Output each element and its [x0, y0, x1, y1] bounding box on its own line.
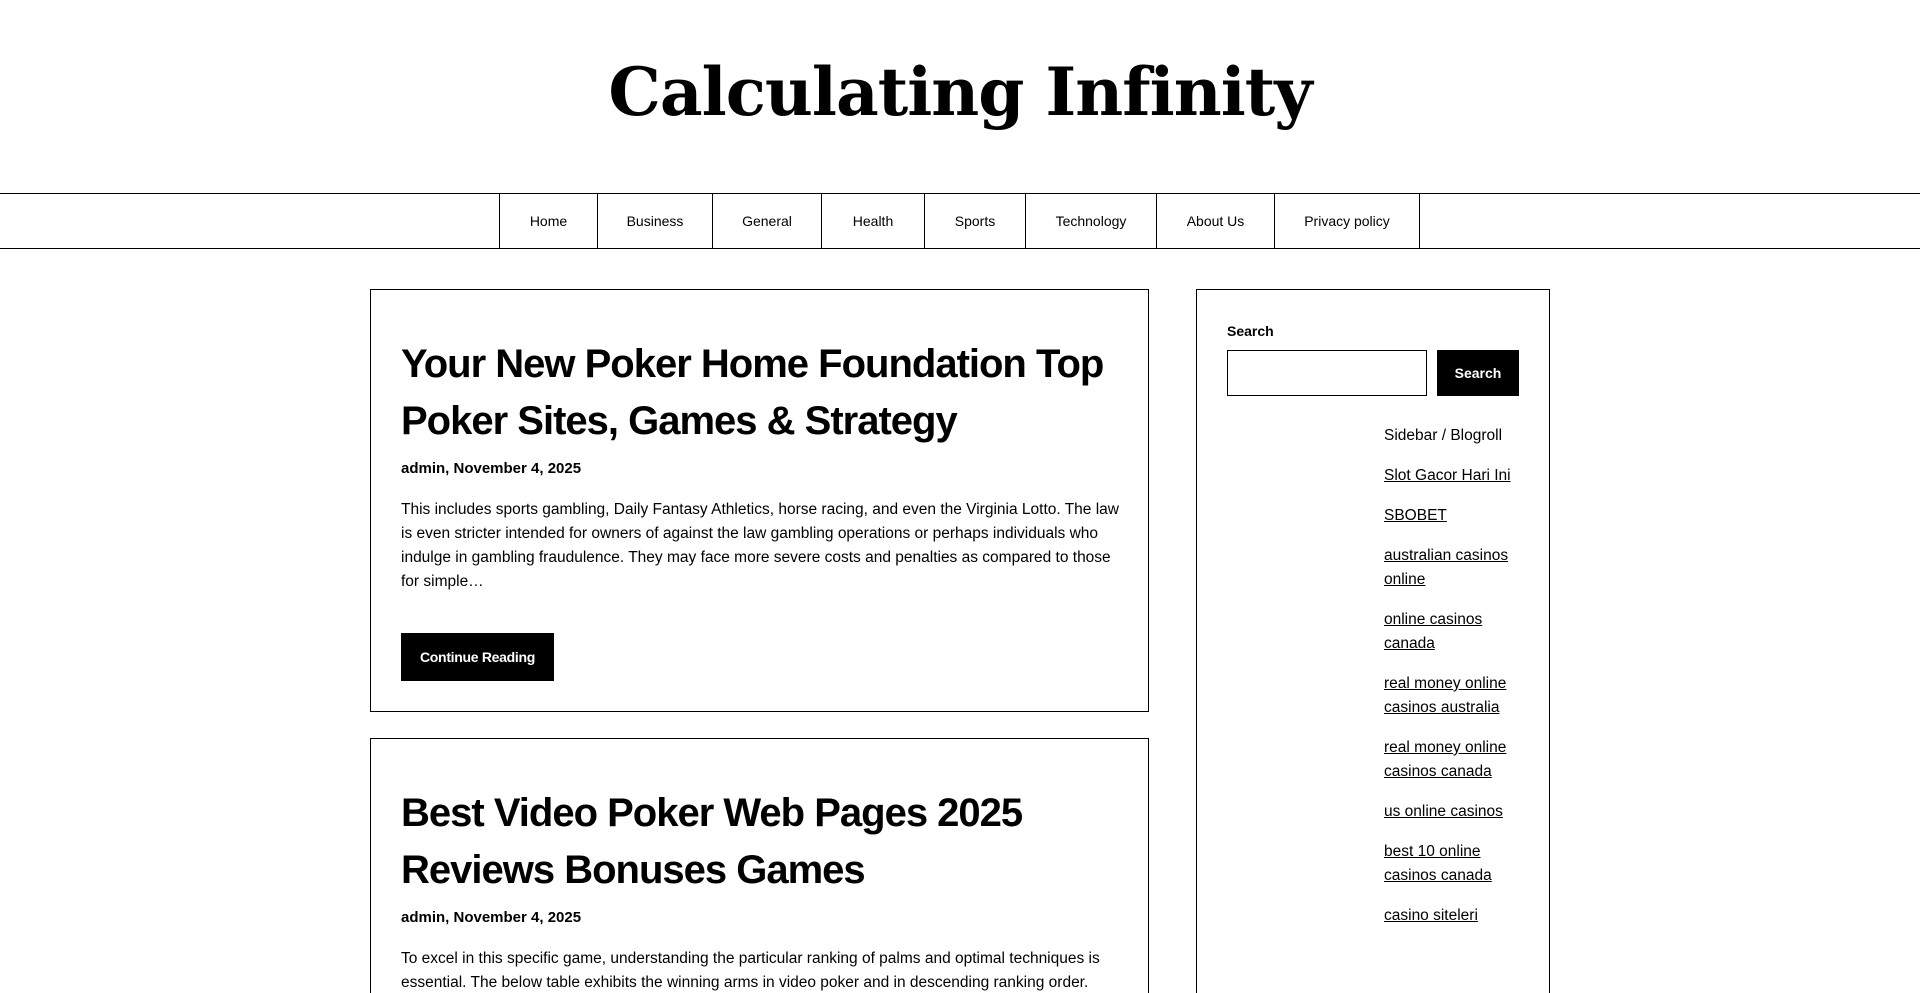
blogroll-link[interactable]: casino siteleri	[1384, 907, 1478, 924]
nav-item-privacy-policy[interactable]: Privacy policy	[1275, 193, 1420, 249]
blogroll-link[interactable]: Slot Gacor Hari Ini	[1384, 467, 1511, 484]
nav-item-about-us[interactable]: About Us	[1157, 193, 1275, 249]
site-title[interactable]: Calculating Infinity	[608, 53, 1312, 131]
blogroll-link[interactable]: best 10 online casinos canada	[1384, 843, 1492, 884]
blogroll-link[interactable]: us online casinos	[1384, 803, 1503, 820]
sidebar	[1196, 289, 1550, 993]
nav-item-health[interactable]: Health	[822, 193, 925, 249]
blogroll-heading: Sidebar / Blogroll	[1384, 427, 1503, 444]
site-header	[0, 0, 1920, 193]
post-card	[370, 738, 1149, 993]
blogroll-link[interactable]: online casinos canada	[1384, 611, 1483, 652]
post-excerpt: This includes sports gambling, Daily Fantasy Athletics, horse racing, and even the Virginia Lotto. The law is even stricter intended for owners of against the law gambling operations or perhaps individuals who indulge in gambling fraudulence. They may face more severe costs and penalties as compared to those for simple…	[401, 501, 1119, 590]
nav-item-general[interactable]: General	[713, 193, 822, 249]
blogroll-link[interactable]: real money online casinos canada	[1384, 739, 1507, 780]
search-input[interactable]	[1227, 350, 1427, 396]
post-title[interactable]: Best Video Poker Web Pages 2025 Reviews Bonuses Games	[401, 791, 1023, 892]
post-meta: admin, November 4, 2025	[401, 460, 582, 477]
main-navigation	[0, 193, 1920, 249]
blogroll-link[interactable]: SBOBET	[1384, 507, 1447, 524]
nav-item-home[interactable]: Home	[500, 193, 598, 249]
search-label: Search	[1227, 323, 1274, 339]
continue-reading-button[interactable]: Continue Reading	[401, 633, 554, 681]
nav-menu	[499, 193, 1420, 249]
post-excerpt: To excel in this specific game, understanding the particular ranking of palms and optimal techniques is essential. The below table exhibits the winning arms in video poker and in descending ranking order.	[401, 950, 1100, 991]
blogroll-link[interactable]: australian casinos online	[1384, 547, 1509, 588]
nav-item-business[interactable]: Business	[598, 193, 713, 249]
post-title[interactable]: Your New Poker Home Foundation Top Poker Sites, Games & Strategy	[401, 342, 1104, 443]
blogroll-link[interactable]: real money online casinos australia	[1384, 675, 1507, 716]
post-card	[370, 289, 1149, 712]
blogroll	[1384, 424, 1524, 944]
nav-item-technology[interactable]: Technology	[1026, 193, 1157, 249]
post-meta: admin, November 4, 2025	[401, 909, 582, 926]
search-button[interactable]: Search	[1437, 350, 1519, 396]
nav-item-sports[interactable]: Sports	[925, 193, 1026, 249]
